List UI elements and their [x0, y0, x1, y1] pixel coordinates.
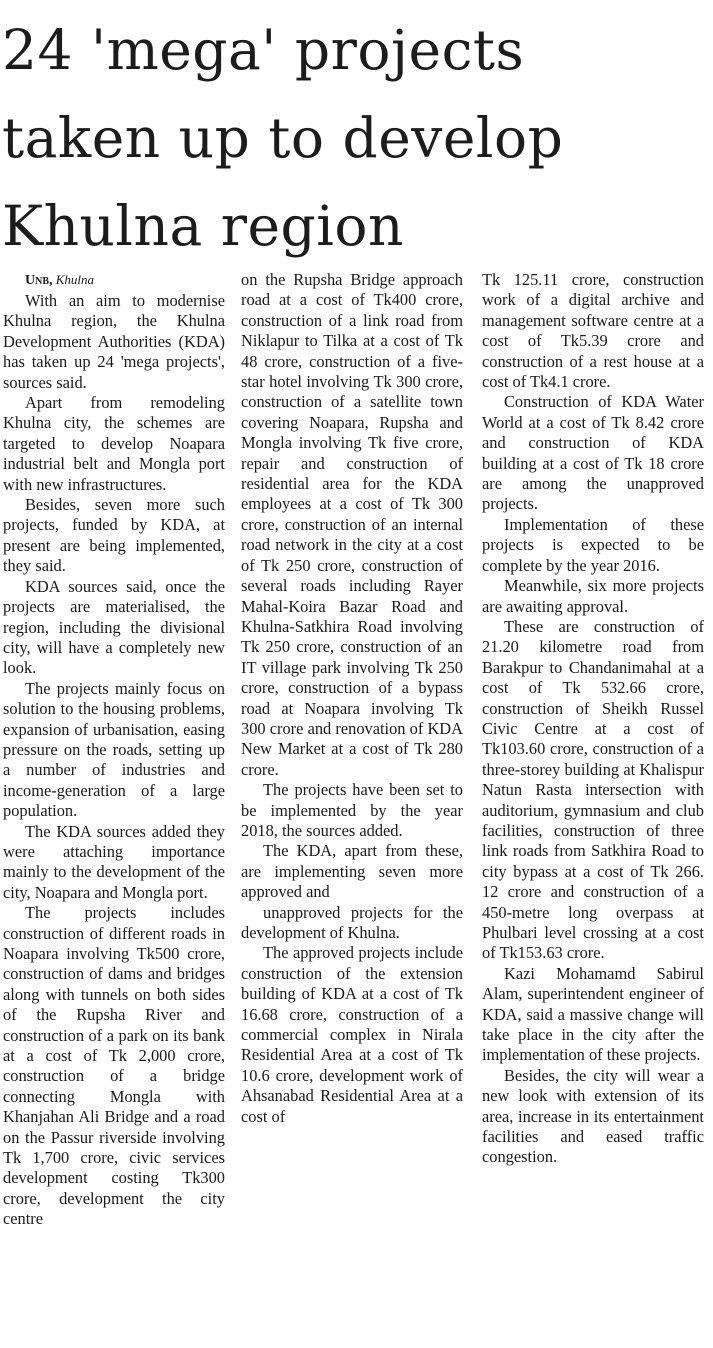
- headline: [2, 6, 710, 270]
- paragraph: Construction of KDA Water World at a cost of Tk 8.42 crore and construction of KDA building at a cost of Tk 18 crore are among the unapproved projects.: [482, 392, 704, 514]
- paragraph: KDA sources said, once the projects are materialised, the region, including the divisional city, will have a completely new look.: [3, 576, 225, 678]
- paragraph: The projects have been set to be implemented by the year 2018, the sources added.: [241, 780, 463, 840]
- paragraph-continued: on the Rupsha Bridge approach road at a cost of Tk400 crore, construction of a link road from Niklapur to Tilka at a cost of Tk 48 crore, construction of a five-star hotel involving Tk 300 crore, construction of a satellite town covering Noapara, Rupsha and Mongla involving Tk five crore, repair and construction of residential area for the KDA employees at a cost of Tk 300 crore, construction of an internal road network in the city at a cost of Tk 250 crore, construction of several roads including Rayer Mahal-Koira Bazar Road and Khulna-Satkhira Road involving Tk 250 crore, construction of an IT village park involving Tk 250 crore, construction of a bypass road at Noapara involving Tk 300 crore and renovation of KDA New Market at a cost of Tk 280 crore.: [241, 270, 463, 779]
- paragraph: The KDA, apart from these, are implementing seven more approved and: [241, 841, 463, 902]
- paragraph: Meanwhile, six more projects are awaiting approval.: [482, 576, 704, 616]
- paragraph-continued: Tk 125.11 crore, construction work of a digital archive and management software centre at a cost of Tk5.39 crore and construction of a rest house at a cost of Tk4.1 crore.: [482, 270, 704, 392]
- paragraph: Apart from remodeling Khulna city, the schemes are targeted to develop Noapara industrial belt and Mongla port with new infrastructures.: [3, 393, 225, 494]
- byline-agency: Unb,: [25, 273, 53, 288]
- byline-place: Khulna: [55, 272, 95, 287]
- paragraph: The projects mainly focus on solution to the housing problems, expansion of urbanisation, easing pressure on the roads, setting up a number of industries and income-generation of a large population.: [3, 678, 225, 821]
- headline-line-3: Khulna region: [2, 194, 404, 258]
- paragraph: The approved projects include construction of the extension building of KDA at a cost of Tk 16.68 crore, construction of a commercial complex in Nirala Residential Area at a cost of Tk 10.6 crore, development work of Ahsanabad Residential Area at a cost of: [241, 943, 463, 1126]
- article-column-3: [482, 270, 704, 1168]
- paragraph: The KDA sources added they were attaching importance mainly to the development of the city, Noapara and Mongla port.: [3, 821, 225, 902]
- headline-line-1: 24 'mega' projects: [2, 18, 525, 82]
- paragraph: Implementation of these projects is expected to be complete by the year 2016.: [482, 514, 704, 575]
- paragraph: Kazi Mohamamd Sabirul Alam, superintendent engineer of KDA, said a massive change will take place in the city after the implementation of these projects.: [482, 963, 704, 1065]
- headline-line-2: taken up to develop: [2, 106, 564, 170]
- paragraph: unapproved projects for the development of Khulna.: [241, 902, 463, 942]
- article-column-2: [241, 270, 463, 1127]
- paragraph: Besides, the city will wear a new look with extension of its area, increase in its entertainment facilities and eased traffic congestion.: [482, 1065, 704, 1167]
- paragraph: The projects includes construction of different roads in Noapara involving Tk500 crore, construction of dams and bridges along with tunnels on both sides of the Rupsha River and construction of a park on its bank at a cost of Tk 2,000 crore, construction of a bridge connecting Mongla with Khanjahan Ali Bridge and a road on the Passur riverside involving Tk 1,700 crore, civic services development costing Tk300 crore, development the city centre: [3, 903, 225, 1229]
- byline: [3, 270, 225, 291]
- paragraph: Besides, seven more such projects, funded by KDA, at present are being implemented, they said.: [3, 495, 225, 576]
- paragraph: These are construction of 21.20 kilometre road from Barakpur to Chandanimahal at a cost of Tk 532.66 crore, construction of Sheikh Russel Civic Centre at a cost of Tk103.60 crore, construction of a three-storey building at Khalispur Natun Rasta intersection with auditorium, gymnasium and club facilities, construction of three link roads from Satkhira Road to city bypass at a cost of Tk 266. 12 crore and construction of a 450-metre long overpass at Phulbari level crossing at a cost of Tk153.63 crore.: [482, 616, 704, 963]
- article-column-1: [3, 270, 225, 1230]
- paragraph: With an aim to modernise Khulna region, the Khulna Development Authorities (KDA) has taken up 24 'mega projects', sources said.: [3, 291, 225, 392]
